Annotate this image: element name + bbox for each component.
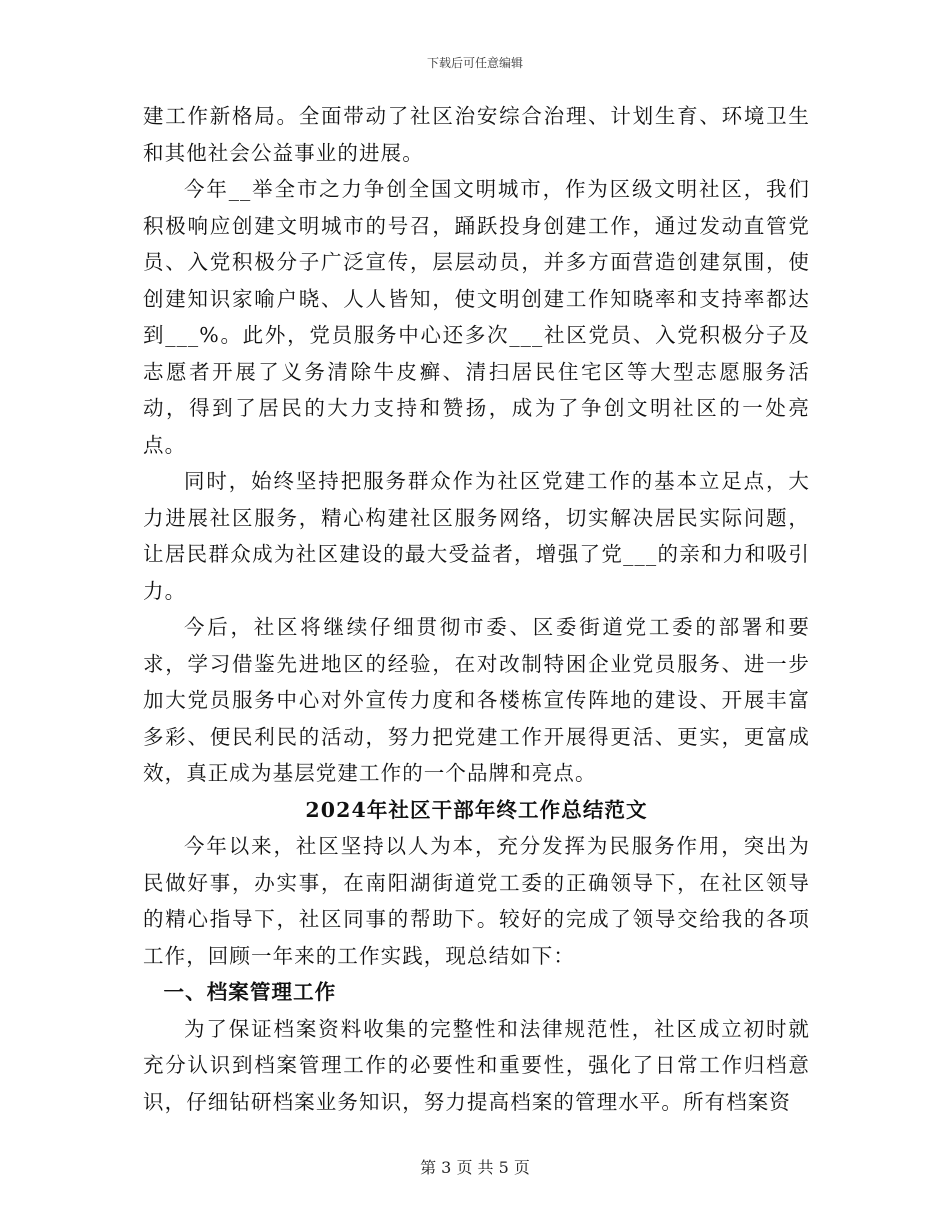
paragraph-intro: 今年以来，社区坚持以人为本，充分发挥为民服务作用，突出为民做好事，办实事，在南阳湖街道党工委的正确领导下，在社区领导的精心指导下，社区同事的帮助下。较好的完成了领导交给我的各项工作，回顾一年来的工作实践，现总结如下： — [143, 834, 810, 968]
paragraph-archives: 为了保证档案资料收集的完整性和法律规范性，社区成立初时就充分认识到档案管理工作的必要性和重要性，强化了日常工作归档意识，仔细钻研档案业务知识，努力提高档案的管理水平。所有档案资 — [143, 1016, 810, 1114]
paragraph-future-plans: 今后，社区将继续仔细贯彻市委、区委街道党工委的部署和要求，学习借鉴先进地区的经验，在对改制特困企业党员服务、进一步加大党员服务中心对外宣传力度和各楼栋宣传阵地的建设、开展丰富多彩、便民利民的活动，努力把党建工作开展得更活、更实，更富成效，真正成为基层党建工作的一个品牌和亮点。 — [143, 615, 810, 785]
section-heading-archives: 一、档案管理工作 — [163, 980, 337, 1004]
page-footer: 第 3 页 共 5 页 — [420, 1158, 530, 1177]
paragraph-civilized-city: 今年__举全市之力争创全国文明城市，作为区级文明社区，我们积极响应创建文明城市的号召，踊跃投身创建工作，通过发动直管党员、入党积极分子广泛宣传，层层动员，并多方面营造创建氛围，使创建知识家喻户晓、人人皆知，使文明创建工作知晓率和支持率都达到___%。此外，党员服务中心还多次___社区党员、入党积极分子及志愿者开展了义务清除牛皮癣、清扫居民住宅区等大型志愿服务活动，得到了居民的大力支持和赞扬，成为了争创文明社区的一处亮点。 — [143, 177, 810, 457]
paragraph-community-service: 同时，始终坚持把服务群众作为社区党建工作的基本立足点，大力进展社区服务，精心构建社区服务网络，切实解决居民实际问题，让居民群众成为社区建设的最大受益者，增强了党___的亲和力和吸引力。 — [143, 469, 810, 603]
document-title: 2024年社区干部年终工作总结范文 — [305, 797, 648, 822]
paragraph-continuation: 建工作新格局。全面带动了社区治安综合治理、计划生育、环境卫生和其他社会公益事业的进展。 — [143, 104, 810, 165]
document-body — [143, 98, 810, 1120]
page-header: 下载后可任意编辑 — [426, 56, 523, 70]
